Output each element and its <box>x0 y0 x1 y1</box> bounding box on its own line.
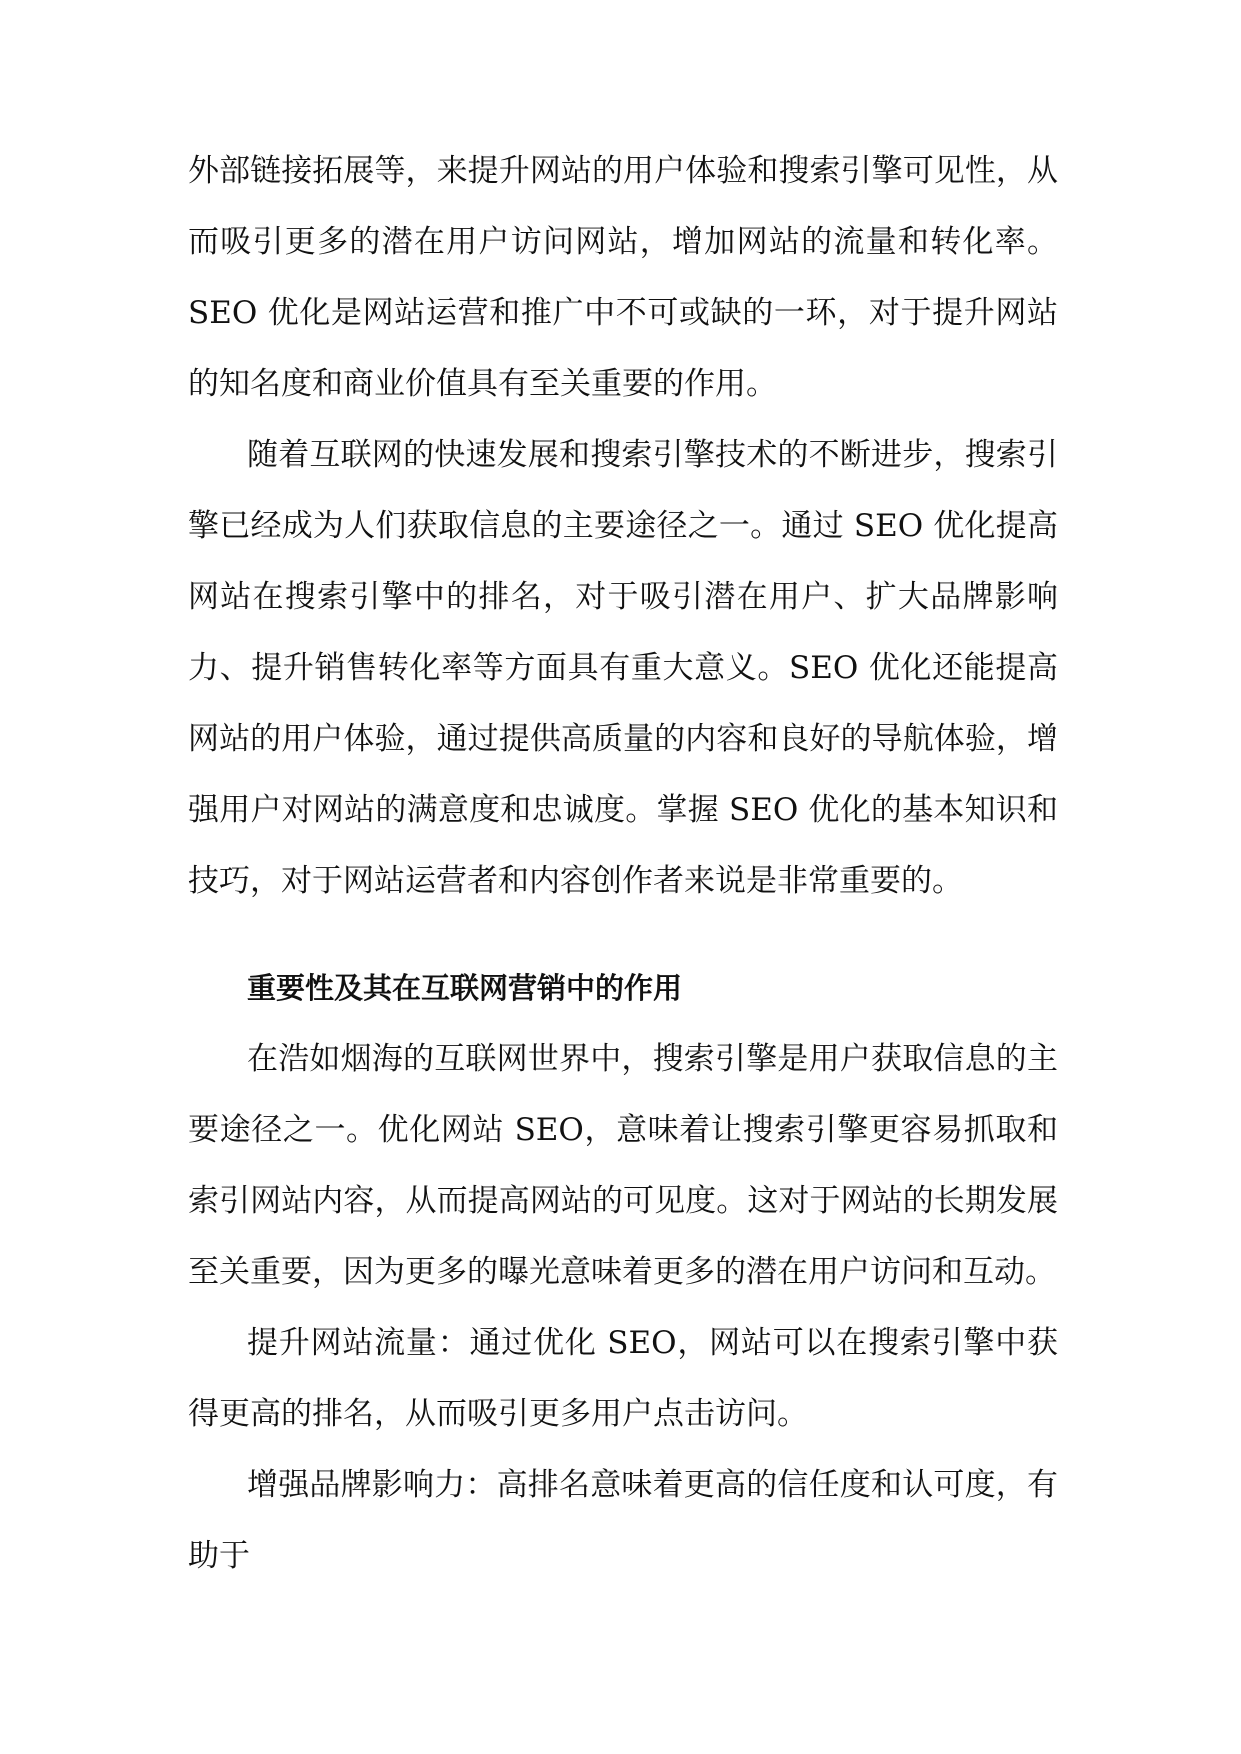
paragraph-traffic: 提升网站流量：通过优化 SEO，网站可以在搜索引擎中获得更高的排名，从而吸引更多用户点击访问。 <box>188 1325 1058 1432</box>
paragraph-gap <box>188 917 1058 935</box>
section-heading: 重要性及其在互联网营销中的作用 <box>247 971 683 1005</box>
paragraph-seo-importance: 随着互联网的快速发展和搜索引擎技术的不断进步，搜索引擎已经成为人们获取信息的主要途径之一。通过 SEO 优化提高网站在搜索引擎中的排名，对于吸引潜在用户、扩大品牌影响力、提升销售转化率等方面具有重大意义。SEO 优化还能提高网站的用户体验，通过提供高质量的内容和良好的导航体验，增强用户对网站的满意度和忠诚度。掌握 SEO 优化的基本知识和技巧，对于网站运营者和内容创作者来说是非常重要的。 <box>188 437 1058 899</box>
paragraph-brand: 增强品牌影响力：高排名意味着更高的信任度和认可度，有助于 <box>188 1467 1058 1574</box>
paragraph-continued: 外部链接拓展等，来提升网站的用户体验和搜索引擎可见性，从而吸引更多的潜在用户访问网站，增加网站的流量和转化率。SEO 优化是网站运营和推广中不可或缺的一环，对于提升网站的知名度和商业价值具有至关重要的作用。 <box>188 153 1058 402</box>
document-page <box>188 136 1058 1592</box>
paragraph-search-engine-world: 在浩如烟海的互联网世界中，搜索引擎是用户获取信息的主要途径之一。优化网站 SEO，意味着让搜索引擎更容易抓取和索引网站内容，从而提高网站的可见度。这对于网站的长期发展至关重要，因为更多的曝光意味着更多的潜在用户访问和互动。 <box>188 1041 1058 1290</box>
